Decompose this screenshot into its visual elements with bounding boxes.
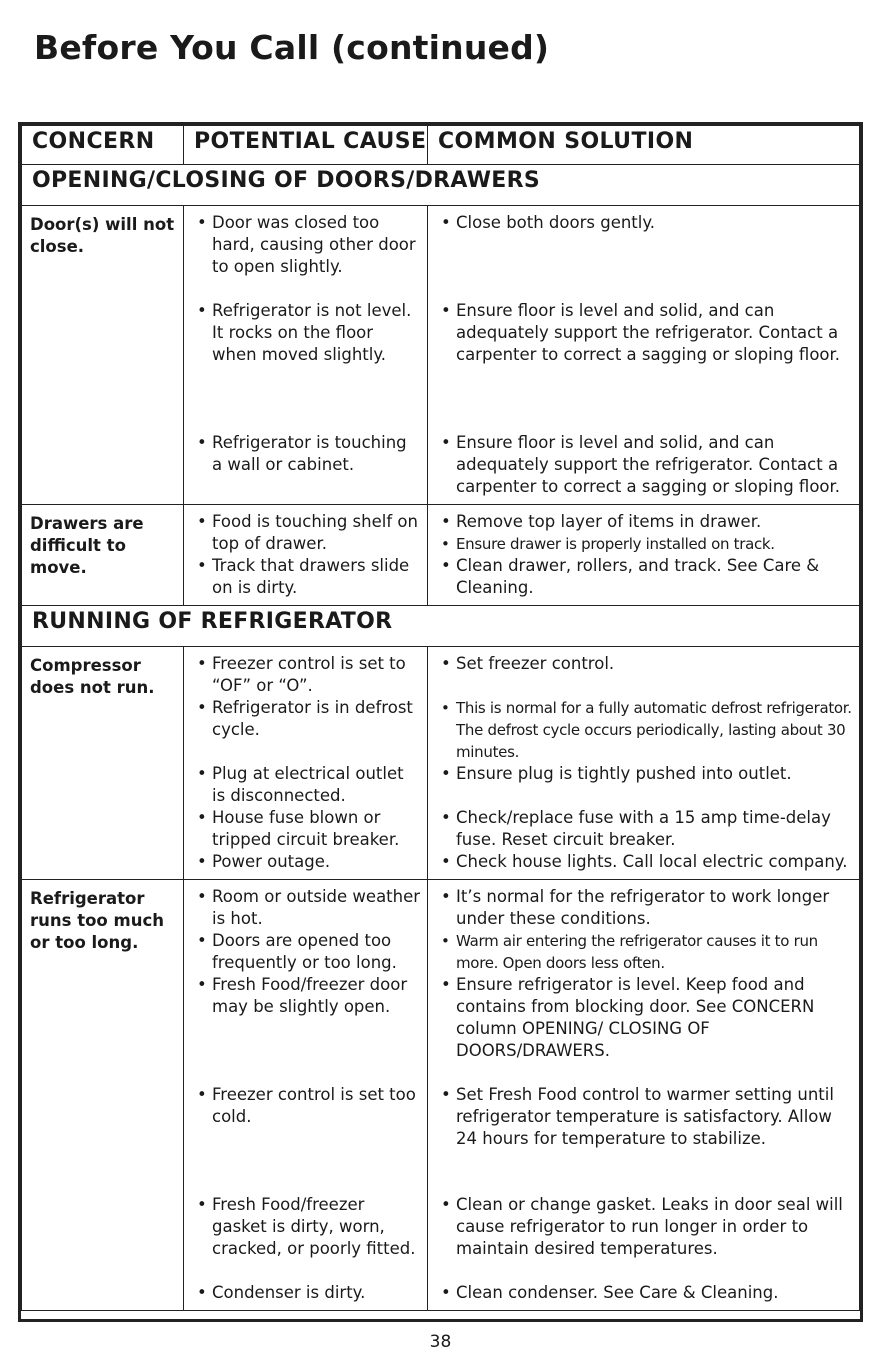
solution-item: • Warm air entering the refrigerator causes it to run more. Open doors less often. <box>438 930 853 974</box>
solution-item: • Clean drawer, rollers, and track. See Care & Cleaning. <box>438 555 853 599</box>
section-header-row <box>22 606 860 647</box>
solution-item: • Check house lights. Call local electric company. <box>438 851 853 873</box>
table-row <box>22 880 860 1311</box>
table-row <box>22 647 860 880</box>
section-title: OPENING/CLOSING OF DOORS/DRAWERS <box>22 165 860 206</box>
cause-item: • House fuse blown or tripped circuit breaker. <box>194 807 421 851</box>
solution-item: • Clean condenser. See Care & Cleaning. <box>438 1282 853 1304</box>
header-potential-cause: POTENTIAL CAUSE <box>184 126 428 165</box>
cause-item: • Refrigerator is not level. It rocks on the floor when moved slightly. <box>194 300 421 432</box>
solution-item: • Ensure plug is tightly pushed into outlet. <box>438 763 853 807</box>
cause-item: • Track that drawers slide on is dirty. <box>194 555 421 599</box>
cause-item: • Freezer control is set too cold. <box>194 1084 421 1194</box>
solution-item: • Ensure floor is level and solid, and can adequately support the refrigerator. Contact a carpenter to correct a sagging or sloping floor. <box>438 432 853 498</box>
cause-cell <box>184 505 428 606</box>
solution-cell <box>428 206 860 505</box>
header-common-solution: COMMON SOLUTION <box>428 126 860 165</box>
solution-cell <box>428 880 860 1311</box>
table-header-row <box>22 126 860 165</box>
concern-cell: Compressor does not run. <box>22 647 184 880</box>
section-header-row <box>22 165 860 206</box>
concern-cell: Drawers are difficult to move. <box>22 505 184 606</box>
cause-item: • Freezer control is set to “OF” or “O”. <box>194 653 421 697</box>
solution-item: • Clean or change gasket. Leaks in door seal will cause refrigerator to run longer in order to maintain desired temperatures. <box>438 1194 853 1282</box>
cause-item: • Power outage. <box>194 851 421 873</box>
solution-cell <box>428 505 860 606</box>
solution-item: • It’s normal for the refrigerator to work longer under these conditions. <box>438 886 853 930</box>
solution-item: • Ensure refrigerator is level. Keep food and contains from blocking door. See CONCERN column OPENING/ CLOSING OF DOORS/DRAWERS. <box>438 974 853 1084</box>
cause-item: • Food is touching shelf on top of drawer. <box>194 511 421 555</box>
cause-item: • Doors are opened too frequently or too long. <box>194 930 421 974</box>
solution-cell <box>428 647 860 880</box>
cause-item: • Refrigerator is in defrost cycle. <box>194 697 421 763</box>
table-row <box>22 505 860 606</box>
solution-item: • Set Fresh Food control to warmer setting until refrigerator temperature is satisfactory. Allow 24 hours for temperature to stabilize. <box>438 1084 853 1194</box>
cause-item: • Door was closed too hard, causing other door to open slightly. <box>194 212 421 300</box>
concern-cell: Refrigerator runs too much or too long. <box>22 880 184 1311</box>
page-number: 38 <box>429 1332 452 1352</box>
concern-cell: Door(s) will not close. <box>22 206 184 505</box>
solution-item: • Ensure drawer is properly installed on track. <box>438 533 853 555</box>
cause-cell <box>184 206 428 505</box>
cause-item: • Room or outside weather is hot. <box>194 886 421 930</box>
section-title: RUNNING OF REFRIGERATOR <box>22 606 860 647</box>
cause-item: • Fresh Food/freezer door may be slightly open. <box>194 974 421 1084</box>
cause-cell <box>184 880 428 1311</box>
solution-item: • This is normal for a fully automatic defrost refrigerator. The defrost cycle occurs periodically, lasting about 30 minutes. <box>438 697 853 763</box>
solution-item: • Ensure floor is level and solid, and can adequately support the refrigerator. Contact a carpenter to correct a sagging or sloping floor. <box>438 300 853 432</box>
cause-item: • Plug at electrical outlet is disconnected. <box>194 763 421 807</box>
cause-item: • Fresh Food/freezer gasket is dirty, worn, cracked, or poorly fitted. <box>194 1194 421 1282</box>
table-row <box>22 206 860 505</box>
solution-item: • Close both doors gently. <box>438 212 853 300</box>
solution-item: • Set freezer control. <box>438 653 853 697</box>
cause-cell <box>184 647 428 880</box>
solution-item: • Remove top layer of items in drawer. <box>438 511 853 533</box>
cause-item: • Condenser is dirty. <box>194 1282 421 1304</box>
header-concern: CONCERN <box>22 126 184 165</box>
page-title: Before You Call (continued) <box>34 28 550 67</box>
cause-item: • Refrigerator is touching a wall or cabinet. <box>194 432 421 476</box>
troubleshooting-table <box>18 122 863 1322</box>
solution-item: • Check/replace fuse with a 15 amp time-delay fuse. Reset circuit breaker. <box>438 807 853 851</box>
